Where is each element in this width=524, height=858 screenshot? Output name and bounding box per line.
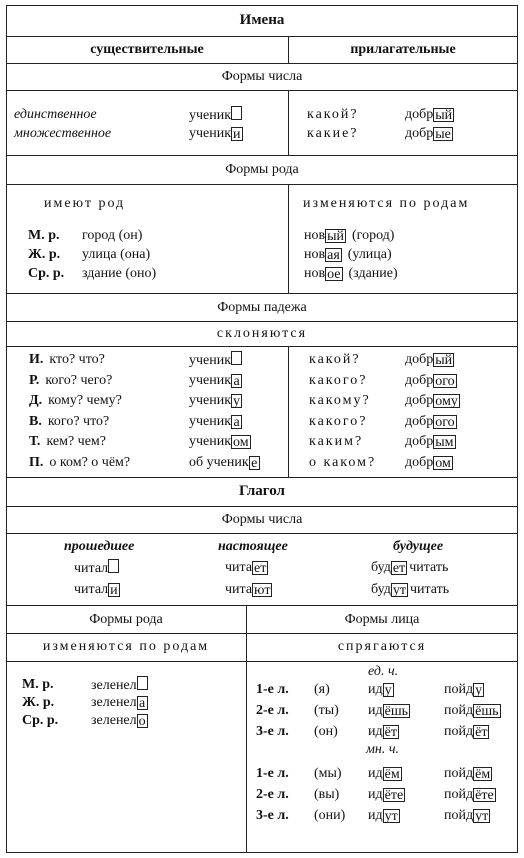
adj-form bbox=[405, 454, 453, 471]
present-form bbox=[225, 581, 272, 598]
divider bbox=[6, 36, 518, 37]
verb-form-will-go bbox=[444, 765, 492, 782]
verb-gender-note: изменяются по родам bbox=[42, 639, 210, 654]
number-label: единственное bbox=[14, 107, 97, 122]
verb-gender-form bbox=[91, 694, 148, 711]
ending-box: ют bbox=[254, 583, 271, 598]
case-abbrev: В. bbox=[29, 413, 42, 429]
word-stem: об ученик bbox=[189, 454, 249, 470]
word-stem: ид bbox=[368, 724, 383, 739]
column-divider bbox=[288, 184, 289, 293]
ending-box: ёте bbox=[475, 788, 494, 803]
ending-box: ому bbox=[435, 394, 458, 409]
adj-question: какой? bbox=[307, 107, 359, 122]
verb-gender-form bbox=[91, 676, 148, 694]
person-label: 1-е л. bbox=[256, 682, 289, 697]
word-stem: ученик bbox=[189, 108, 232, 123]
ending-box: у bbox=[475, 683, 483, 698]
past-form bbox=[74, 559, 119, 577]
word-stem: добр bbox=[405, 393, 434, 408]
case-row-label bbox=[29, 413, 109, 430]
word-stem: ученик bbox=[189, 126, 232, 141]
pronoun: (ты) bbox=[314, 703, 339, 718]
word-stem: ученик bbox=[189, 353, 232, 368]
future-form bbox=[371, 559, 448, 576]
gender-label: Ж. р. bbox=[28, 247, 61, 262]
section-title-names: Имена bbox=[239, 12, 285, 28]
ending-box: ёт bbox=[384, 725, 397, 740]
divider bbox=[6, 90, 518, 91]
future-infinitive: читать bbox=[409, 582, 450, 597]
ending-box: ым bbox=[435, 435, 454, 450]
case-abbrev: И. bbox=[29, 352, 44, 367]
divider bbox=[6, 661, 518, 662]
verb-form-will-go bbox=[444, 786, 496, 803]
ending-box: у bbox=[233, 394, 241, 409]
person-label: 1-е л. bbox=[256, 766, 289, 781]
section-title-verb-number: Формы числа bbox=[221, 512, 303, 527]
noun-form bbox=[189, 125, 243, 142]
noun-form bbox=[189, 106, 242, 124]
ending-box: ого bbox=[435, 414, 455, 430]
ending-box: ом bbox=[233, 435, 249, 450]
tense-future: будущее bbox=[393, 539, 444, 554]
ending-box: ые bbox=[435, 127, 451, 142]
ending-box: ая bbox=[327, 248, 340, 263]
ending-box: а bbox=[231, 415, 242, 429]
case-abbrev: П. bbox=[29, 454, 44, 470]
person-label: 3-е л. bbox=[256, 724, 289, 739]
adj-note: (город) bbox=[352, 228, 395, 243]
number-label: множественное bbox=[14, 126, 112, 141]
case-note: склоняются bbox=[216, 326, 308, 341]
section-title-number-forms: Формы числа bbox=[221, 69, 303, 84]
divider bbox=[6, 63, 518, 64]
ending-box bbox=[108, 559, 119, 573]
case-row-label bbox=[29, 392, 122, 409]
word-stem: добр bbox=[405, 126, 434, 141]
pronoun: (мы) bbox=[314, 766, 342, 781]
case-question: кому? чему? bbox=[48, 393, 122, 408]
adj-note: (здание) bbox=[348, 266, 398, 281]
adj-form bbox=[405, 392, 460, 409]
word-stem: чита bbox=[225, 560, 253, 575]
case-question: кто? что? bbox=[49, 352, 105, 367]
word-stem: добр bbox=[405, 413, 434, 429]
divider bbox=[6, 346, 518, 347]
person-label: 3-е л. bbox=[256, 808, 289, 823]
word-stem: буд bbox=[371, 560, 391, 575]
verb-form-go bbox=[368, 723, 399, 740]
adj-form bbox=[304, 246, 392, 263]
section-title-verb-gender: Формы рода bbox=[89, 612, 163, 627]
adj-form bbox=[405, 372, 457, 389]
adj-question: о каком? bbox=[309, 454, 377, 470]
ending-box: ут bbox=[384, 809, 398, 824]
ending-box: ого bbox=[435, 373, 455, 389]
adj-form bbox=[405, 351, 454, 368]
word-stem: читал bbox=[74, 561, 109, 576]
word-stem: нов bbox=[304, 228, 326, 243]
gender-label: Ж. р. bbox=[22, 695, 55, 710]
noun-form bbox=[189, 454, 260, 471]
verb-form-go bbox=[368, 786, 405, 803]
adj-gender-note: изменяются по родам bbox=[303, 196, 470, 211]
ending-box: ёт bbox=[475, 725, 488, 740]
word-stem: ученик bbox=[189, 393, 232, 408]
ending-box: ёшь bbox=[475, 704, 499, 719]
ending-box: е bbox=[249, 456, 260, 470]
adj-form bbox=[405, 433, 456, 450]
column-divider bbox=[288, 346, 289, 477]
adj-question: какого? bbox=[309, 413, 368, 429]
ending-box: ёте bbox=[384, 788, 404, 803]
divider bbox=[6, 506, 518, 507]
divider bbox=[6, 633, 518, 634]
pronoun: (они) bbox=[314, 808, 346, 823]
word-stem: добр bbox=[405, 352, 434, 367]
verb-form-go bbox=[368, 702, 410, 719]
ending-box bbox=[231, 351, 242, 365]
divider bbox=[6, 184, 518, 185]
word-stem: пойд bbox=[444, 703, 474, 718]
future-infinitive: читать bbox=[409, 560, 449, 575]
column-header-nouns: существительные bbox=[90, 42, 204, 57]
ending-box: ём bbox=[384, 767, 400, 782]
word-stem: зеленел bbox=[91, 678, 137, 693]
word-stem: пойд bbox=[444, 766, 474, 781]
column-divider bbox=[288, 90, 289, 155]
noun-form bbox=[189, 413, 242, 430]
person-label: 2-е л. bbox=[256, 787, 289, 802]
person-label: 2-е л. bbox=[256, 703, 289, 718]
case-question: о ком? о чём? bbox=[49, 454, 131, 470]
noun-example: здание (оно) bbox=[82, 266, 157, 281]
case-row-label bbox=[29, 454, 130, 471]
case-abbrev: Т. bbox=[29, 434, 41, 449]
ending-box: ый bbox=[435, 353, 453, 368]
adj-question: какой? bbox=[309, 352, 361, 367]
word-stem: нов bbox=[304, 266, 326, 281]
case-abbrev: Р. bbox=[29, 372, 40, 388]
word-stem: добр bbox=[405, 372, 434, 388]
word-stem: буд bbox=[371, 582, 391, 597]
verb-form-will-go bbox=[444, 702, 501, 719]
word-stem: ид bbox=[368, 682, 383, 697]
word-stem: ид bbox=[368, 766, 383, 781]
word-stem: пойд bbox=[444, 682, 474, 697]
past-form bbox=[74, 581, 120, 598]
divider bbox=[6, 477, 518, 478]
adj-question: какие? bbox=[307, 126, 359, 141]
case-row-label bbox=[29, 372, 112, 389]
noun-form bbox=[189, 372, 242, 389]
ending-box: и bbox=[233, 127, 241, 142]
ending-box bbox=[137, 676, 148, 690]
adj-form bbox=[304, 265, 398, 282]
section-title-case-forms: Формы падежа bbox=[217, 300, 307, 315]
noun-gender-note: имеют род bbox=[44, 196, 126, 211]
tense-past: прошедшее bbox=[64, 539, 135, 554]
divider bbox=[6, 321, 518, 322]
case-question: кого? что? bbox=[47, 413, 110, 429]
present-form bbox=[225, 559, 268, 576]
gender-label: М. р. bbox=[28, 228, 60, 243]
verb-form-go bbox=[368, 807, 400, 824]
divider bbox=[6, 293, 518, 294]
plural-label: мн. ч. bbox=[366, 742, 400, 757]
word-stem: добр bbox=[405, 107, 434, 122]
ending-box: ый bbox=[435, 108, 453, 123]
word-stem: пойд bbox=[444, 808, 474, 823]
word-stem: ученик bbox=[189, 413, 232, 429]
ending-box: ый bbox=[327, 229, 345, 244]
verb-form-will-go bbox=[444, 723, 489, 740]
word-stem: читал bbox=[74, 582, 109, 597]
gender-label: Ср. р. bbox=[28, 266, 65, 281]
singular-label: ед. ч. bbox=[368, 664, 399, 679]
case-question: кого? чего? bbox=[45, 372, 113, 388]
word-stem: пойд bbox=[444, 787, 474, 802]
adj-form bbox=[405, 413, 457, 430]
case-row-label bbox=[29, 433, 106, 450]
word-stem: ученик bbox=[189, 372, 232, 388]
adj-form bbox=[304, 227, 394, 244]
word-stem: нов bbox=[304, 247, 326, 262]
verb-form-will-go bbox=[444, 807, 490, 824]
future-form bbox=[371, 581, 449, 598]
word-stem: пойд bbox=[444, 724, 474, 739]
word-stem: ид bbox=[368, 808, 383, 823]
gender-label: М. р. bbox=[22, 677, 54, 692]
ending-box: у bbox=[384, 683, 392, 698]
divider bbox=[6, 605, 518, 606]
ending-box: ет bbox=[392, 561, 406, 576]
word-stem: зеленел bbox=[91, 713, 137, 728]
column-header-adjectives: прилагательные bbox=[350, 42, 456, 57]
section-title-verb-person: Формы лица bbox=[344, 612, 420, 627]
pronoun: (я) bbox=[314, 682, 330, 697]
ending-box: ут bbox=[392, 583, 406, 598]
noun-form bbox=[189, 392, 242, 409]
pronoun: (вы) bbox=[314, 787, 340, 802]
verb-person-note: спрягаются bbox=[337, 639, 427, 654]
word-stem: добр bbox=[405, 434, 434, 449]
section-title-verb: Глагол bbox=[239, 483, 285, 499]
adj-form bbox=[405, 125, 453, 142]
adj-note: (улица) bbox=[347, 247, 392, 262]
pronoun: (он) bbox=[314, 724, 338, 739]
noun-example: улица (она) bbox=[82, 247, 151, 262]
noun-form bbox=[189, 351, 242, 369]
tense-present: настоящее bbox=[218, 539, 288, 554]
noun-example: город (он) bbox=[82, 228, 143, 243]
divider bbox=[6, 155, 518, 156]
gender-label: Ср. р. bbox=[22, 713, 59, 728]
adj-question: каким? bbox=[309, 434, 364, 449]
word-stem: ид bbox=[368, 787, 383, 802]
case-abbrev: Д. bbox=[29, 393, 43, 408]
verb-form-go bbox=[368, 765, 402, 782]
case-row-label bbox=[29, 351, 105, 368]
ending-box: ом bbox=[435, 455, 451, 471]
ending-box: ёшь bbox=[384, 704, 409, 719]
adj-question: какому? bbox=[309, 393, 371, 408]
word-stem: чита bbox=[225, 582, 253, 597]
ending-box bbox=[231, 106, 242, 120]
ending-box: ём bbox=[475, 767, 491, 782]
ending-box: а bbox=[231, 374, 242, 388]
word-stem: ид bbox=[368, 703, 383, 718]
word-stem: зеленел bbox=[91, 695, 137, 710]
ending-box: а bbox=[137, 696, 148, 710]
ending-box: ут bbox=[475, 809, 489, 824]
divider bbox=[6, 533, 518, 534]
word-stem: добр bbox=[405, 454, 434, 470]
ending-box: и bbox=[110, 583, 118, 598]
adj-form bbox=[405, 106, 454, 123]
ending-box: о bbox=[138, 714, 146, 729]
verb-gender-form bbox=[91, 712, 148, 729]
ending-box: ет bbox=[254, 561, 267, 576]
case-question: кем? чем? bbox=[46, 434, 107, 449]
adj-question: какого? bbox=[309, 372, 368, 388]
noun-form bbox=[189, 433, 251, 450]
section-title-gender-forms: Формы рода bbox=[225, 162, 299, 177]
word-stem: ученик bbox=[189, 434, 232, 449]
verb-form-will-go bbox=[444, 681, 484, 698]
ending-box: ое bbox=[327, 267, 341, 282]
verb-form-go bbox=[368, 681, 394, 698]
